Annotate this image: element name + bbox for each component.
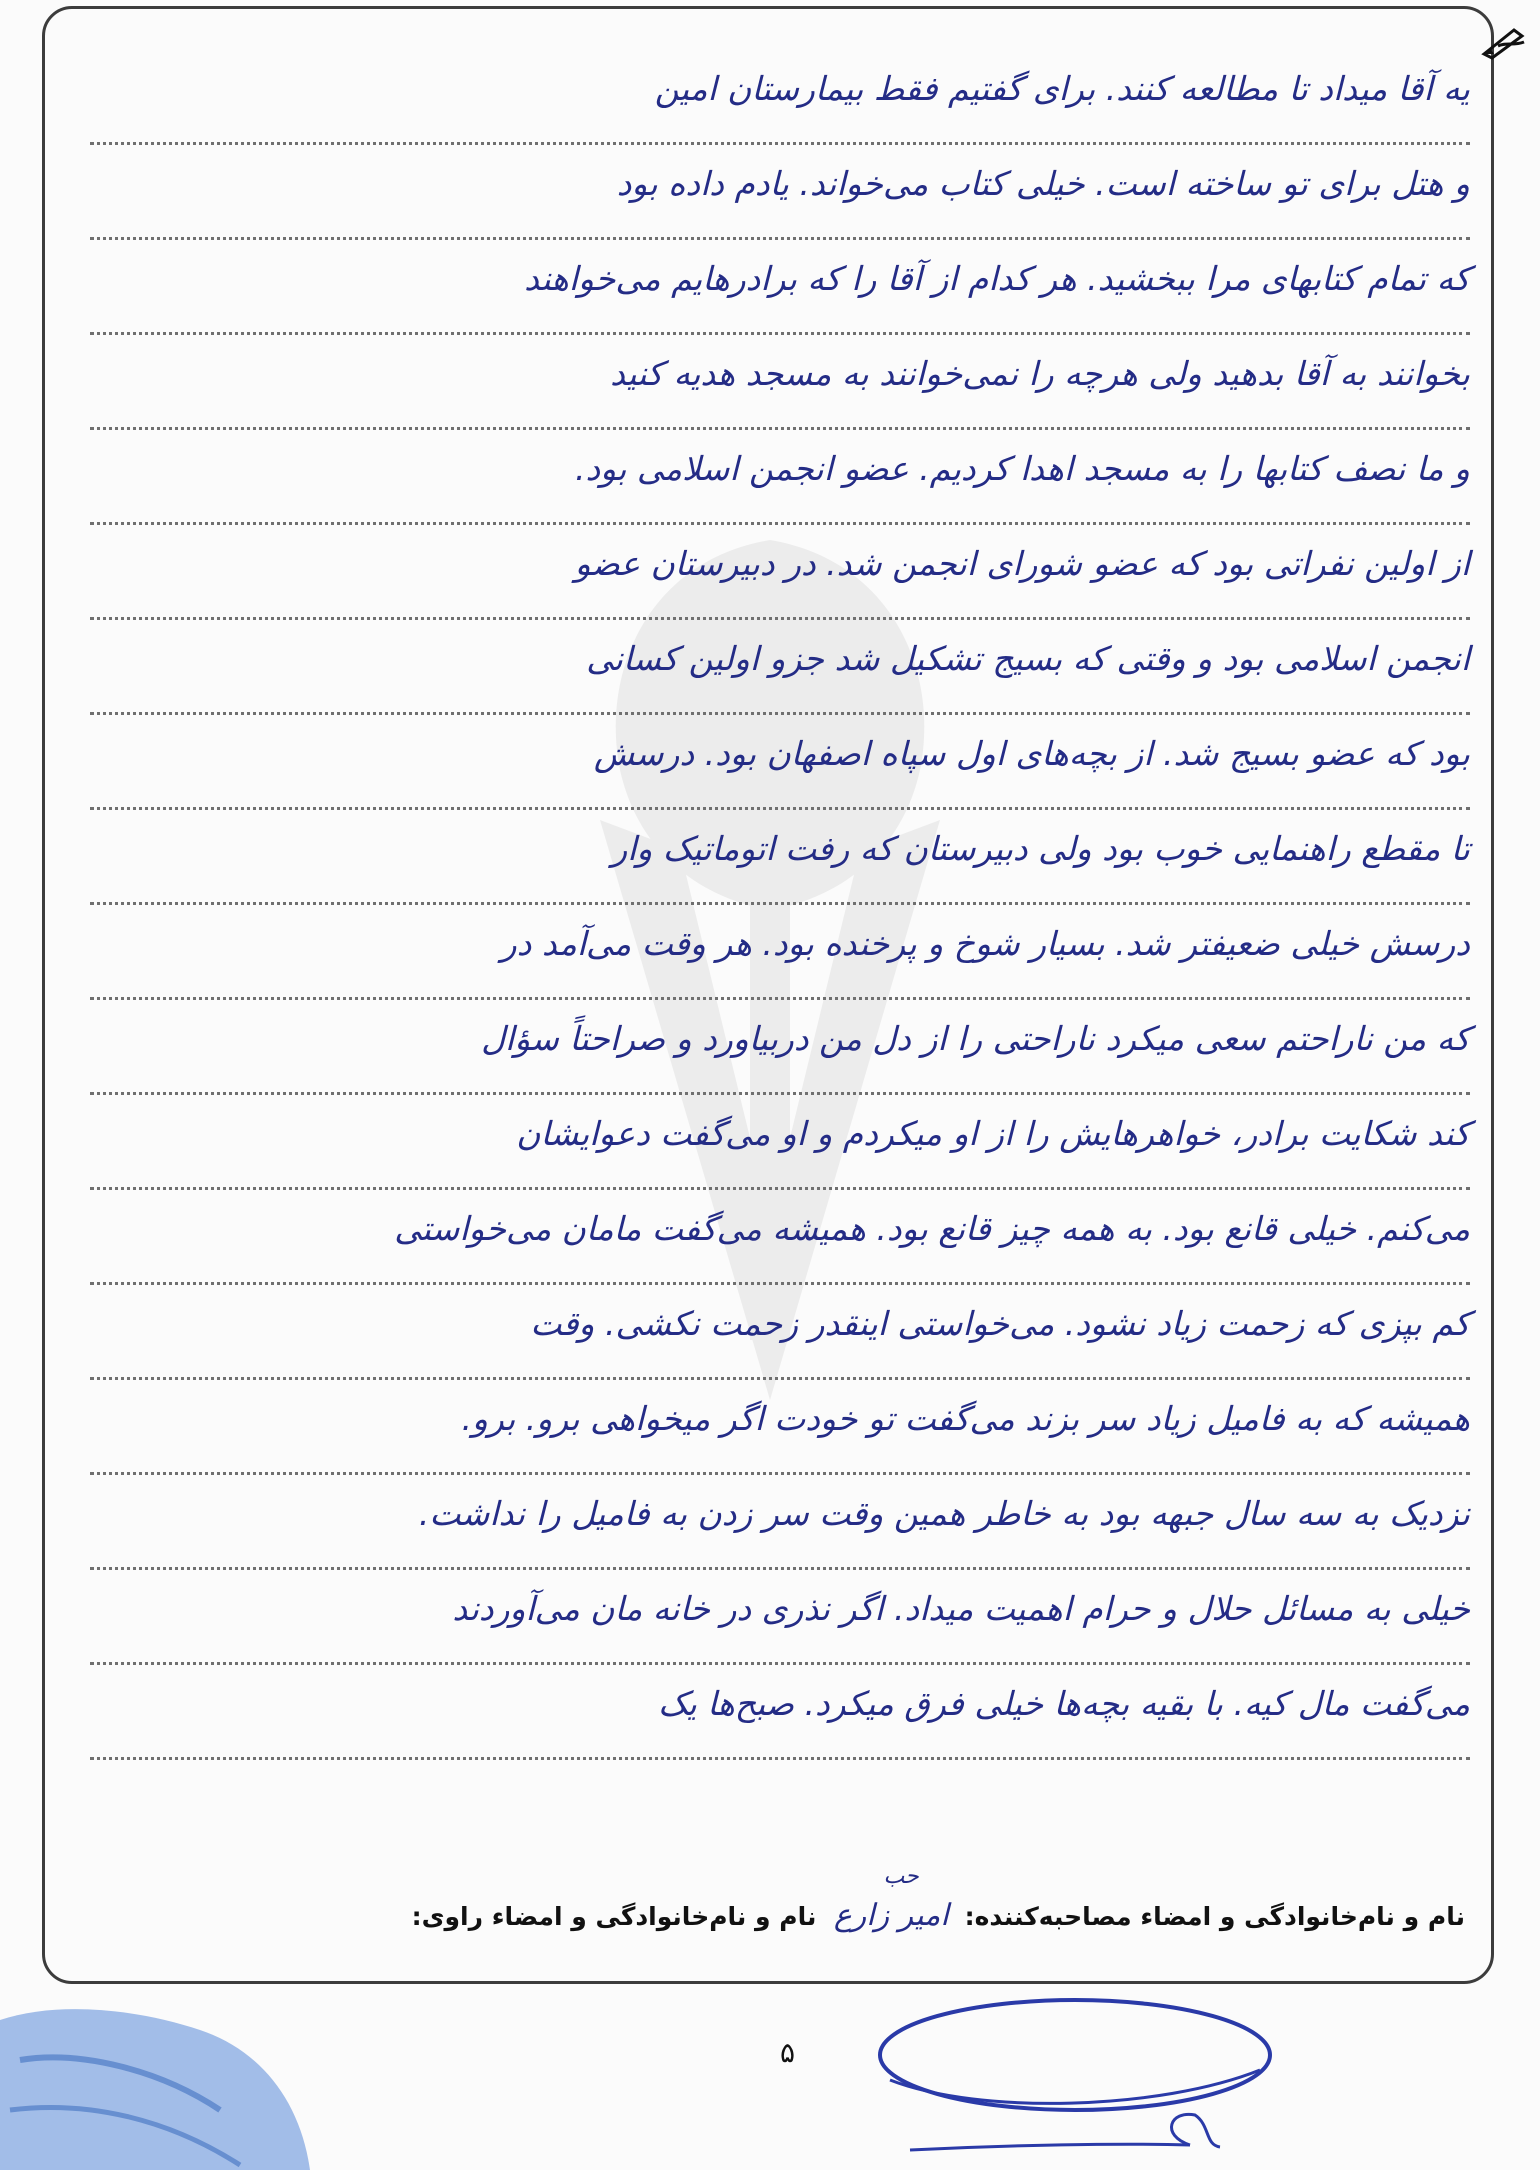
signature-scribble-icon [860, 1985, 1300, 2170]
text-line-content: می‌کنم. خیلی قانع بود. به همه چیز قانع بود. همیشه می‌گفت مامان می‌خواستی [394, 1209, 1470, 1248]
text-line-content: یه آقا میداد تا مطالعه کنند. برای گفتیم فقط بیمارستان امین [654, 69, 1470, 108]
text-line-content: بخوانند به آقا بدهید ولی هرچه را نمی‌خوانند به مسجد هدیه کنید [610, 354, 1470, 393]
interviewer-name-text: امیر زارع [833, 1898, 949, 1933]
text-line [90, 50, 1470, 145]
text-line [90, 1000, 1470, 1095]
text-line [90, 145, 1470, 240]
text-line-content: کم بپزی که زحمت زیاد نشود. می‌خواستی اینقدر زحمت نکشی. وقت [530, 1304, 1470, 1343]
text-line-content: کند شکایت برادر، خواهرهایش را از او میکردم و او می‌گفت دعوایشان [516, 1114, 1470, 1153]
interviewer-name [824, 1864, 949, 1933]
text-line-content: نزدیک به سه سال جبهه بود به خاطر همین وقت سر زدن به فامیل را نداشت. [418, 1494, 1470, 1533]
text-line [90, 525, 1470, 620]
text-line [90, 1190, 1470, 1285]
text-line-content: انجمن اسلامی بود و وقتی که بسیج تشکیل شد جزو اولین کسانی [586, 639, 1470, 678]
text-line-content: که تمام کتابهای مرا ببخشید. هر کدام از آقا را که برادرهایم می‌خواهند [524, 259, 1470, 298]
text-line [90, 1380, 1470, 1475]
text-line [90, 715, 1470, 810]
text-line [90, 810, 1470, 905]
text-line [90, 1095, 1470, 1190]
text-line [90, 335, 1470, 430]
text-line-content: و هتل برای تو ساخته است. خیلی کتاب می‌خواند. یادم داده بود [616, 164, 1470, 203]
text-line-content: بود که عضو بسیج شد. از بچه‌های اول سپاه اصفهان بود. درسش [593, 734, 1470, 773]
text-line-content: درسش خیلی ضعیفتر شد. بسیار شوخ و پرخنده بود. هر وقت می‌آمد در [500, 924, 1470, 963]
text-line-content: همیشه که به فامیل زیاد سر بزند می‌گفت تو خودت اگر میخواهی برو. برو. [461, 1399, 1470, 1438]
text-line-content: تا مقطع راهنمایی خوب بود ولی دبیرستان که رفت اتوماتیک وار [611, 829, 1470, 868]
text-line [90, 1665, 1470, 1760]
text-line-content: و ما نصف کتابها را به مسجد اهدا کردیم. عضو انجمن اسلامی بود. [574, 449, 1470, 488]
pen-mark-icon [1480, 24, 1526, 60]
text-line-content: خیلی به مسائل حلال و حرام اهمیت میداد. اگر نذری در خانه مان می‌آوردند [452, 1589, 1470, 1628]
interviewer-name-superscript: حب [883, 1864, 919, 1889]
footer-labels [70, 1864, 1465, 1933]
handwritten-text-block [90, 50, 1470, 1760]
blue-stamp-icon [0, 1990, 330, 2170]
text-line [90, 1475, 1470, 1570]
text-line [90, 430, 1470, 525]
page-number: ۵ [780, 2036, 796, 2069]
text-line-content: می‌گفت مال کیه. با بقیه بچه‌ها خیلی فرق میکرد. صبح‌ها یک [658, 1684, 1470, 1723]
narrator-label: نام و نام‌خانوادگی و امضاء راوی: [411, 1902, 817, 1931]
interviewer-label: نام و نام‌خانوادگی و امضاء مصاحبه‌کننده: [964, 1902, 1465, 1931]
text-line [90, 620, 1470, 715]
text-line [90, 240, 1470, 335]
text-line [90, 905, 1470, 1000]
text-line [90, 1285, 1470, 1380]
text-line [90, 1570, 1470, 1665]
text-line-content: از اولین نفراتی بود که عضو شورای انجمن شد. در دبیرستان عضو [574, 544, 1470, 583]
text-line-content: که من ناراحتم سعی میکرد ناراحتی را از دل من دربیاورد و صراحتاً سؤال [481, 1019, 1470, 1058]
